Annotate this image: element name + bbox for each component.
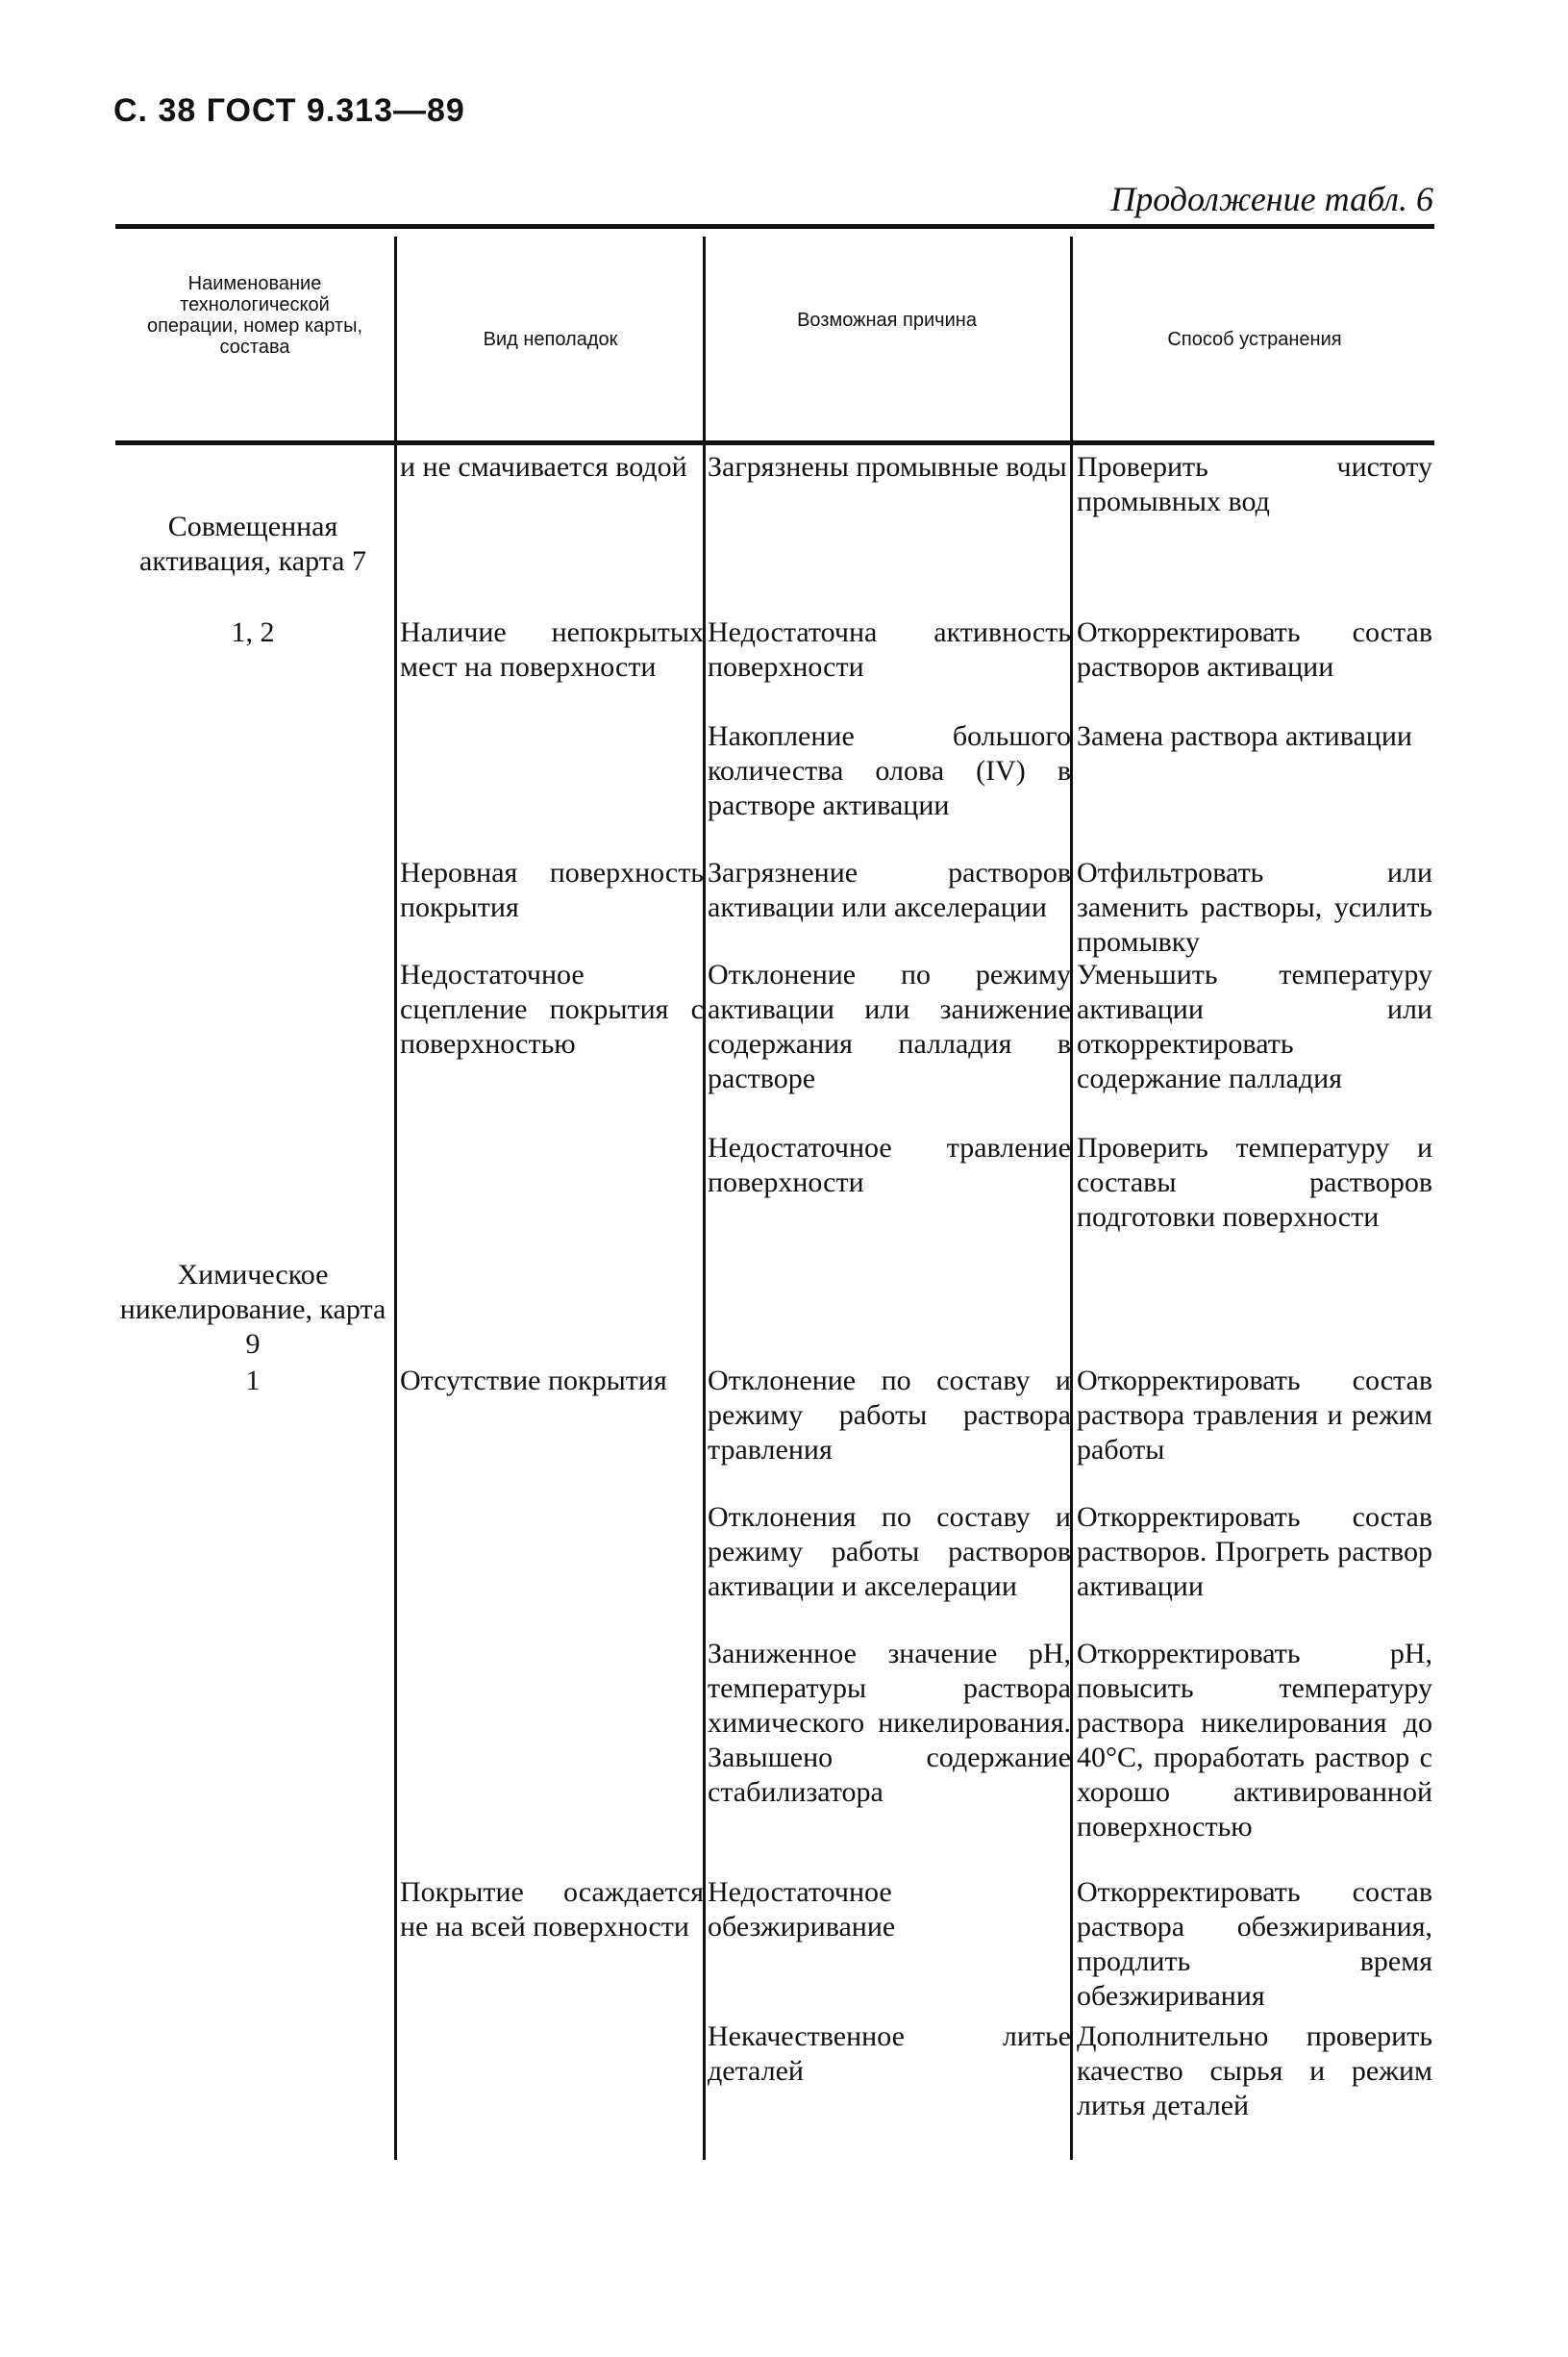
operation-name: Совмещенная активация, карта 7 — [139, 511, 366, 577]
operation-compositions: 1, 2 — [231, 616, 275, 648]
cause-cell: Накопление большого количества олова (IV) в растворе активации — [708, 720, 1071, 821]
remedy-cell: Проверить температуру и составы растворов подготовки поверхности — [1077, 1132, 1432, 1233]
cause-cell: Отклонение по режиму активации или занижение содержания палладия в растворе — [708, 959, 1071, 1094]
column-header-operation: Наименование технологической операции, номер карты, состава — [146, 273, 363, 358]
column-divider — [703, 237, 706, 2160]
page-header: С. 38 ГОСТ 9.313—89 — [113, 92, 465, 129]
remedy-cell: Уменьшить температуру активации или откорректировать содержание палладия — [1077, 959, 1432, 1094]
remedy-cell: Откорректировать состав раствора обезжиривания, продлить время обезжиривания — [1077, 1876, 1432, 2012]
remedy-cell: Откорректировать состав раствора травления и режим работы — [1077, 1365, 1432, 1466]
operation-compositions: 1 — [245, 1365, 261, 1396]
defect-cell: и не смачивается водой — [400, 451, 687, 483]
table-continuation-label: Продолжение табл. 6 — [1110, 180, 1433, 218]
table-top-rule — [115, 224, 1434, 229]
cause-cell: Загрязнение растворов активации или акселерации — [708, 857, 1071, 923]
cause-cell: Отклонения по составу и режиму работы растворов активации и акселерации — [708, 1501, 1071, 1602]
remedy-cell: Дополнительно проверить качество сырья и режим литья деталей — [1077, 2020, 1432, 2121]
remedy-cell: Откорректировать pH, повысить температуру раствора никелирования до 40°С, проработать раствор с хорошо активированной поверхностью — [1077, 1638, 1432, 1843]
remedy-cell: Откорректировать состав растворов активации — [1077, 616, 1432, 683]
remedy-cell: Замена раствора активации — [1077, 720, 1412, 752]
defect-cell: Покрытие осаждается не на всей поверхности — [400, 1876, 704, 1943]
column-header-defect: Вид неполадок — [483, 329, 618, 350]
column-divider — [394, 237, 397, 2160]
column-header-cause: Возможная причина — [797, 310, 977, 331]
defect-cell: Наличие непокрытых мест на поверхности — [400, 616, 704, 683]
remedy-cell: Проверить чистоту промывных вод — [1077, 451, 1432, 517]
cause-cell: Некачественное литье деталей — [708, 2020, 1071, 2087]
operation-name: Химическое никелирование, карта 9 — [119, 1259, 386, 1360]
defect-cell: Отсутствие покрытия — [400, 1365, 667, 1396]
cause-cell: Отклонение по составу и режиму работы раствора травления — [708, 1365, 1071, 1466]
defect-cell: Неровная поверхность покрытия — [400, 857, 704, 923]
cause-cell: Недостаточное обезжиривание — [708, 1876, 896, 1943]
header-bottom-rule — [115, 440, 1434, 445]
cause-cell: Недостаточна активность поверхности — [708, 616, 1071, 683]
cause-cell: Заниженное значение pH, температуры раствора химического никелирования. Завышено содержание стабилизатора — [708, 1638, 1071, 1808]
defect-cell: Недостаточное сцепление покрытия с поверхностью — [400, 959, 704, 1060]
column-header-remedy: Способ устранения — [1167, 329, 1342, 350]
cause-cell: Недостаточное травление поверхности — [708, 1132, 1071, 1198]
cause-cell: Загрязнены промывные воды — [708, 451, 1067, 483]
remedy-cell: Откорректировать состав растворов. Прогреть раствор активации — [1077, 1501, 1432, 1602]
remedy-cell: Отфильтровать или заменить растворы, усилить промывку — [1077, 857, 1432, 958]
